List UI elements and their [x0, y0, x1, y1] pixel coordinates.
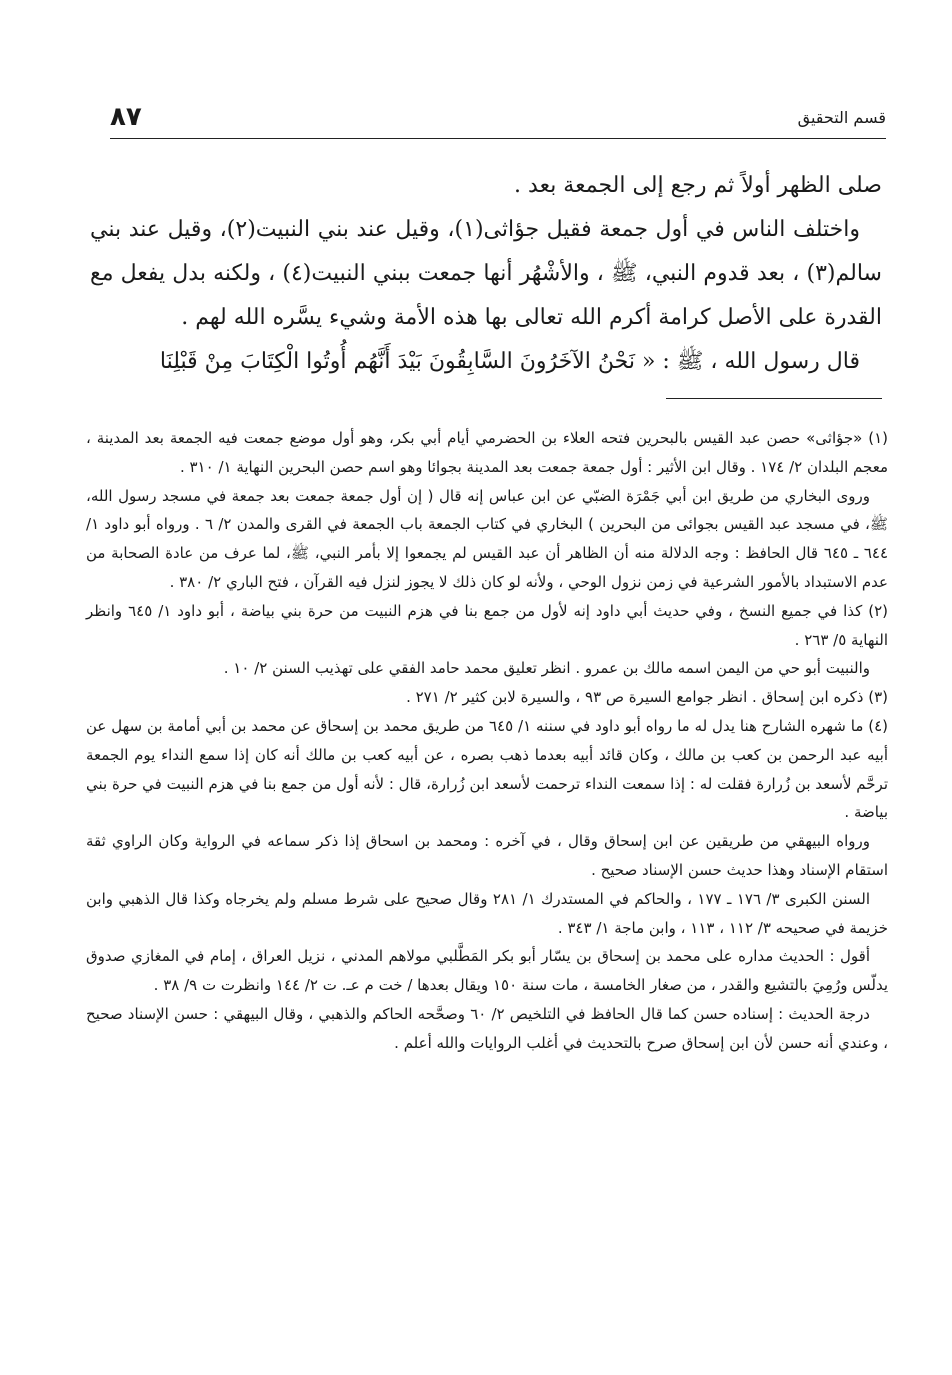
main-text — [90, 164, 882, 384]
footnote-1: (١) «جؤاثى» حصن عبد القيس بالبحرين فتحه العلاء بن الحضرمي أيام أبي بكر، وهو أول موضع جمعت فيه الجمعة بعد المدينة ، معجم البلدان ٢/ ١٧٤ . وقال ابن الأثير : أول جمعة جمعت بعد المدينة بجوائا وهو اسم حصن البحرين النهاية ١/ ٣١٠ . — [86, 429, 888, 476]
body-paragraph: قال رسول الله ، ﷺ : « نَحْنُ الآخَرُونَ السَّابِقُونَ بَيْدَ أَنَّهُم أُوتُوا الْكِتَابَ مِنْ قَبْلِنَا — [159, 349, 860, 374]
footnote-1-continued: وروى البخاري من طريق ابن أبي جَمْرَة الضبّي عن ابن عباس إنه قال ( إن أول جمعة جمعت بعد جمعة في مسجد رسول الله، ﷺ، في مسجد عبد القيس بجوائى من البحرين ) البخاري في كتاب الجمعة باب الجمعة في القرى والمدن ٢/ ٦ . ورواه أبو داود ١/ ٦٤٤ ـ ٦٤٥ قال الحافظ : وجه الدلالة منه أن الظاهر أن عبد القيس لم يجمعوا إلا بأمر النبي، ﷺ، لما عرف من عادة الصحابة من عدم الاستبداد بالأمور الشرعية في زمن نزول الوحي ، ولأنه لو كان ذلك لا يجوز لنزل فيه القرآن ، فتح الباري ٢/ ٣٨٠ . — [86, 486, 889, 591]
footnote-2-continued: والنبيت أبو حي من اليمن اسمه مالك بن عمرو . انظر تعليق محمد حامد الفقي على تهذيب السنن ٢/ ١٠ . — [223, 659, 870, 678]
page-number: ٨٧ — [110, 102, 142, 132]
body-paragraph: واختلف الناس في أول جمعة فقيل جؤاثى(١)، وقيل عند بني النبيت(٢)، وقيل عند بني سالم(٣) ، بعد قدوم النبي، ﷺ ، والأشْهُر أنها جمعت ببني النبيت(٤) ، ولكنه بدل يفعل مع القدرة على الأصل كرامة أكرم الله تعالى بها هذه الأمة وشيء يسَّره الله لهم . — [90, 217, 882, 330]
footnote-4-continued: أقول : الحديث مداره على محمد بن إسحاق بن يسّار أبو بكر المَطَّلبي مولاهم المدني ، نزيل العراق ، إمام في المغازي صدوق يدلّس ورُمِيَ بالتشيع والقدر ، من صغار الخامسة ، مات سنة ١٥٠ ويقال بعدها / خت م عـ. ت ٢/ ١٤٤ وانظرت ت ٩/ ٣٨ . — [86, 947, 888, 995]
footnote-2: (٢) كذا في جميع النسخ ، وفي حديث أبي داود إنه لأول من جمع بنا في هزم النبيت من حرة بني بياضة ، أبو داود ١/ ٦٤٥ وانظر النهاية ٥/ ٢٦٣ . — [86, 601, 888, 649]
running-title: قسم التحقيق — [797, 108, 886, 127]
footnote-4-continued: السنن الكبرى ٣/ ١٧٦ ـ ١٧٧ ، والحاكم في المستدرك ١/ ٢٨١ وقال صحيح على شرط مسلم ولم يخرجاه وكذا قال الذهبي وابن خزيمة في صحيحه ٣/ ١١٢ ، ١١٣ ، وابن ماجة ١/ ٣٤٣ . — [86, 889, 888, 937]
footnote-4-continued: درجة الحديث : إسناده حسن كما قال الحافظ في التلخيص ٢/ ٦٠ وصحَّحه الحاكم والذهبي ، وقال البيهقي : حسن الإسناد صحيح ، وعندي أنه حسن لأن ابن إسحاق صرح بالتحديث في أغلب الروايات والله أعلم . — [86, 1004, 888, 1052]
body-paragraph: صلى الظهر أولاً ثم رجع إلى الجمعة بعد . — [514, 173, 882, 198]
footnote-divider — [666, 398, 882, 399]
footnote-3: (٣) ذكره ابن إسحاق . انظر جوامع السيرة ص ٩٣ ، والسيرة لابن كثير ٢/ ٢٧١ . — [406, 688, 888, 707]
page-header — [110, 102, 886, 139]
footnote-4-continued: ورواه البيهقي من طريقين عن ابن إسحاق وقال ، في آخره : ومحمد بن اسحاق إذا ذكر سماعه في الرواية وكان الراوي ثقة استقام الإسناد وهذا حديث حسن الإسناد صحيح . — [86, 832, 888, 879]
footnotes — [86, 424, 888, 1058]
footnote-4: (٤) ما شهره الشارح هنا يدل له ما رواه أبو داود في سننه ١/ ٦٤٥ من طريق محمد بن إسحاق عن محمد بن أبي أمامة بن سهل عن أبيه عبد الرحمن بن كعب بن مالك ، وكان قائد أبيه بعدما ذهب بصره ، عن أبيه كعب بن مالك أنه كان إذا سمع النداء يوم الجمعة ترحَّم لأسعد بن زُرارة فقلت له : إذا سمعت النداء ترحمت لأسعد ابن زُرارة، قال : لأنه أول من جمع بنا في هزم النبيت في حرة بني بياضة . — [86, 716, 889, 822]
